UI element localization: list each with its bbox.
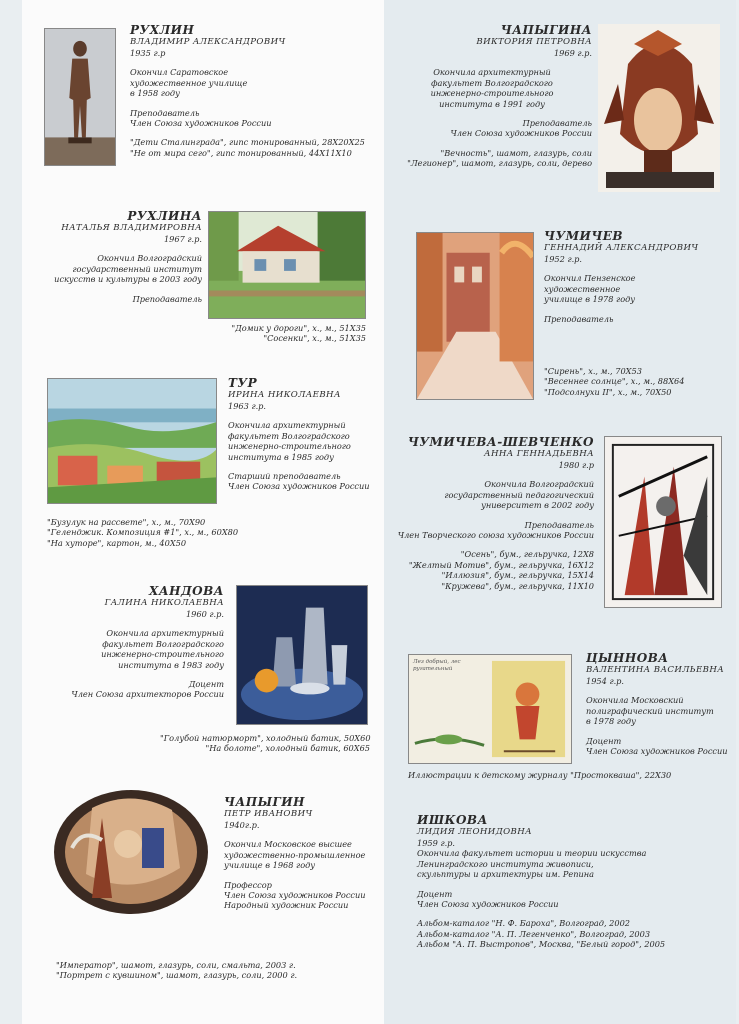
artist-birth-year: 1980 г.р [558, 460, 594, 470]
text-line: Доцент [188, 679, 224, 690]
artist-name: ГАЛИНА НИКОЛАЕВНА [104, 598, 224, 608]
text-line: Окончила Московский [586, 695, 684, 706]
text-line: государственный институт [72, 263, 202, 274]
artist-birth-year: 1952 г.р. [544, 254, 583, 264]
text-line: Окончила Волгоградский [484, 479, 594, 490]
work-item: "Иллюзия", бум., гельручка, 15Х14 [441, 570, 594, 581]
artist-surname: ЧУМИЧЕВА-ШЕВЧЕНКО [407, 435, 594, 449]
artist-surname: РУХЛИНА [127, 209, 202, 223]
position [544, 314, 730, 324]
text-line: Окончил Пензенское [544, 273, 636, 284]
artist-name: НАТАЛЬЯ ВЛАДИМИРОВНА [61, 223, 202, 233]
text-line: Доцент [586, 735, 622, 746]
artwork-chapygina-ceramic-head [598, 24, 720, 192]
text-line: Преподаватель [130, 107, 200, 118]
work-item: "Кружева", бум., гельручка, 11Х10 [441, 580, 594, 591]
work-item: "Сирень", х., м., 70Х53 [544, 366, 642, 376]
text-line: инженерно-строительного [228, 441, 351, 452]
text-line: факультет Волгоградского [102, 638, 224, 649]
education [586, 695, 734, 726]
works-tsynnova [408, 770, 708, 780]
artist-birth-year: 1959 г.р. [417, 838, 456, 848]
education [394, 479, 594, 510]
text-line: Член Союза художников России [450, 128, 592, 139]
artwork-chapygin-ceramic-plate [52, 788, 210, 916]
artist-name: ЛИДИЯ ЛЕОНИДОВНА [417, 827, 533, 837]
education [544, 273, 730, 304]
text-line: Член Союза художников России [228, 481, 370, 492]
text-line: государственный педагогический [444, 489, 594, 500]
education [130, 67, 380, 98]
text-line: инженерно-строительного [430, 88, 554, 99]
artist-birth-year: 1960 г.р. [185, 609, 224, 619]
artist-surname: ХАНДОВА [149, 584, 224, 598]
artist-chapygin [224, 796, 382, 911]
position [228, 471, 378, 492]
work-item: "Вечность", шамот, глазурь, соли [440, 147, 592, 158]
work-item: "Подсолнухи II", х., м., 70Х50 [544, 386, 672, 397]
text-line: Окончил Московское высшее [224, 839, 352, 850]
works [394, 549, 594, 591]
text-line: Преподаватель [544, 313, 614, 324]
text-line: искусств и культуры в 2003 году [54, 274, 202, 285]
works-khandova [160, 733, 370, 754]
work-item: "Осень", бум., гельручка, 12Х8 [460, 549, 594, 560]
artist-name: ВЛАДИМИР АЛЕКСАНДРОВИЧ [130, 37, 286, 47]
text-line: скульптуры и архитектуры им. Репина [417, 869, 595, 880]
artwork-rukhlina-house [208, 211, 366, 319]
position [40, 679, 224, 700]
text-line: Окончила архитектурный [433, 67, 551, 78]
artist-surname: ИШКОВА [417, 813, 488, 827]
text-line: факультет Волгоградского [228, 430, 350, 441]
text-line: факультет Волгоградского [431, 77, 553, 88]
artist-birth-year: 1967 г.р. [163, 234, 202, 244]
text-line: Профессор [224, 879, 272, 890]
artist-surname: ТУР [228, 376, 258, 390]
artist-name: ГЕННАДИЙ АЛЕКСАНДРОВИЧ [544, 243, 699, 253]
works-tur [47, 517, 267, 548]
text-line: Член Союза художников России [586, 746, 728, 757]
text-line: Преподаватель [524, 519, 594, 530]
text-line: художественно-промышленное [224, 849, 366, 860]
artist-khandova [40, 585, 224, 700]
text-line: Ленинградского института живописи, [417, 858, 594, 869]
text-line: университет в 2002 году [481, 500, 594, 511]
work-item: "На хуторе", картон, м., 40Х50 [47, 537, 187, 548]
text-line: Член Союза архитекторов России [71, 689, 224, 700]
education [224, 839, 382, 870]
text-line: училище в 1968 году [224, 860, 316, 871]
text-line: Член Союза художников России [417, 899, 559, 910]
works [130, 137, 380, 158]
tsynnova-art-caption: Лез добрый, лес ругательный [413, 659, 461, 672]
works-chumichev [544, 366, 730, 397]
education [417, 848, 727, 879]
artist-chumicheva [394, 436, 594, 591]
work-item: "Легионер", шамот, глазурь, соли, дерево [407, 158, 592, 169]
work-item: Альбом "А. П. Выстропов", Москва, "Белый город", 2005 [417, 939, 666, 950]
text-line: Окончила архитектурный [106, 628, 224, 639]
artist-tsynnova [586, 652, 734, 756]
text-line: в 1958 году [130, 88, 180, 99]
artist-name: ВАЛЕНТИНА ВАСИЛЬЕВНА [586, 665, 725, 675]
work-item: Альбом-каталог "Н. Ф. Бароха", Волгоград, 2002 [417, 918, 631, 929]
text-line: Преподаватель [132, 293, 202, 304]
work-item: "Желтый Мотив", бум., гельручка, 16Х12 [408, 559, 594, 570]
artist-birth-year: 1963 г.р. [228, 401, 267, 411]
text-line: Окончил Волгоградский [97, 253, 202, 264]
artist-chapygina [392, 24, 592, 169]
works-rukhlina [200, 323, 366, 344]
education [392, 67, 592, 109]
works-chapygin [56, 960, 336, 981]
text-line: Член Союза художников России [224, 890, 366, 901]
artist-birth-year: 1969 г.р. [553, 48, 592, 58]
position [394, 520, 594, 541]
position [586, 736, 734, 757]
text-line: инженерно-строительного [101, 649, 224, 660]
artist-rukhlin [130, 24, 380, 158]
work-item: "Портрет с кувшином", шамот, глазурь, соли, 2000 г. [56, 970, 298, 981]
work-item: "Домик у дороги", х., м., 51Х35 [231, 323, 366, 333]
work-item: "На болоте", холодный батик, 60Х65 [205, 743, 370, 754]
artist-birth-year: 1954 г.р. [586, 676, 625, 686]
artist-rukhlina [30, 210, 202, 304]
work-item: Иллюстрации к детскому журналу "Простокваша", 22Х30 [408, 770, 672, 780]
artist-name: ИРИНА НИКОЛАЕВНА [228, 390, 341, 400]
text-line: института в 1983 году [118, 659, 224, 670]
artwork-khandova-still-life [236, 585, 368, 725]
artwork-chumicheva-graphic [604, 436, 722, 608]
artist-surname: ЦЫННОВА [586, 651, 669, 665]
artist-tur [228, 377, 378, 492]
position [392, 118, 592, 139]
text-line: в 1978 году [586, 716, 636, 727]
artist-name: ПЕТР ИВАНОВИЧ [224, 809, 313, 819]
artwork-rukhlin-sculpture [44, 28, 116, 166]
artist-surname: РУХЛИН [130, 23, 195, 37]
education [40, 628, 224, 670]
works [392, 148, 592, 169]
artist-name: ВИКТОРИЯ ПЕТРОВНА [476, 37, 592, 47]
position [417, 889, 727, 910]
position [130, 108, 380, 129]
work-item: "Голубой натюрморт", холодный батик, 50Х60 [160, 733, 371, 743]
text-line: Старший преподаватель [228, 471, 341, 482]
text-line: Член Союза художников России [130, 118, 272, 129]
artist-surname: ЧУМИЧЕВ [544, 229, 624, 243]
work-item: "Геленджик. Композиция #1", х., м., 60Х80 [47, 527, 239, 538]
artist-birth-year: 1940г.р. [224, 820, 260, 830]
text-line: Член Творческого союза художников России [397, 530, 594, 541]
text-line: Окончила факультет истории и теории искусства [417, 848, 647, 859]
artist-chumichev [544, 230, 730, 324]
artist-birth-year: 1935 г.р [130, 48, 166, 58]
works [417, 918, 727, 949]
text-line: института в 1991 году [439, 98, 545, 109]
text-line: института в 1985 году [228, 451, 334, 462]
work-item: "Дети Сталинграда", гипс тонированный, 28Х20Х25 [130, 137, 365, 148]
text-line: училище в 1978 году [544, 294, 636, 305]
text-line: Окончил Саратовское [130, 67, 229, 78]
work-item: "Не от мира сего", гипс тонированный, 44Х11Х10 [130, 147, 352, 158]
text-line: Преподаватель [522, 118, 592, 129]
position [30, 294, 202, 304]
work-item: Альбом-каталог "А. П. Легенченко", Волгоград, 2003 [417, 928, 651, 939]
work-item: "Сосенки", х., м., 51Х35 [263, 333, 366, 344]
education [30, 253, 202, 284]
text-line: Окончила архитектурный [228, 420, 346, 431]
position [224, 880, 382, 911]
artist-surname: ЧАПЫГИНА [500, 23, 592, 37]
artist-surname: ЧАПЫГИН [224, 795, 305, 809]
text-line: Доцент [417, 888, 453, 899]
artwork-chumichev-street [416, 232, 534, 400]
work-item: "Император", шамот, глазурь, соли, смальта, 2003 г. [56, 960, 296, 970]
artwork-tur-landscape [47, 378, 217, 504]
text-line: художественное училище [130, 77, 248, 88]
work-item: "Бузулук на рассвете", х., м., 70Х90 [47, 517, 206, 527]
artist-name: АННА ГЕННАДЬЕВНА [484, 449, 594, 459]
work-item: "Весеннее солнце", х., м., 88Х64 [544, 376, 685, 387]
artist-ishkova [417, 814, 727, 950]
text-line: Народный художник России [224, 900, 349, 911]
education [228, 420, 378, 462]
text-line: художественное [544, 283, 621, 294]
text-line: полиграфический институт [586, 705, 714, 716]
